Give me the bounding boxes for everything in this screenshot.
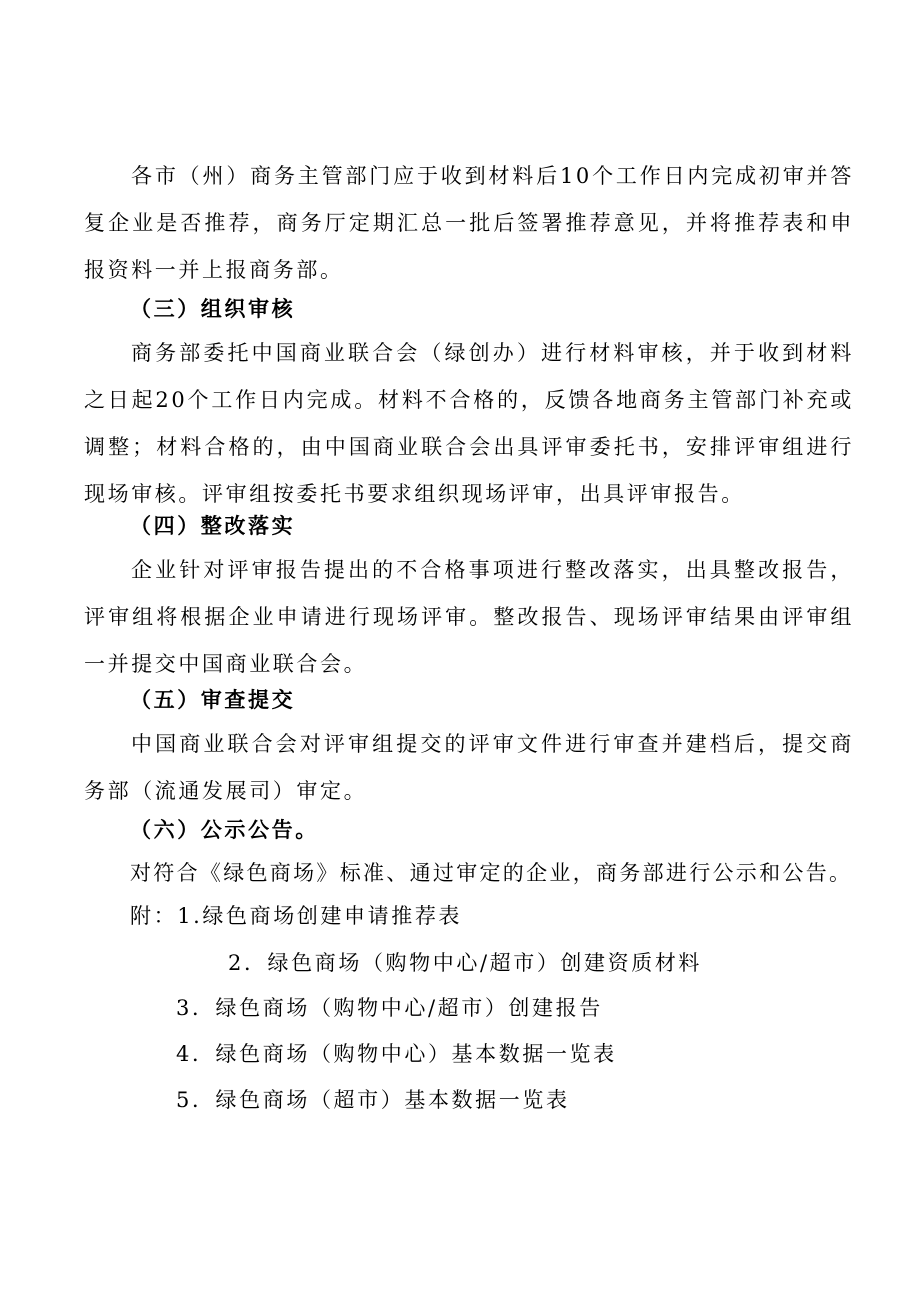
attachment-item-1: 附：1.绿色商场创建申请推荐表	[130, 904, 463, 928]
paragraph-review-submission: 中国商业联合会对评审组提交的评审文件进行审查并建档后，提交商务部（流通发展司）审定。	[84, 732, 854, 803]
paragraph-review-recommendation: 各市（州）商务主管部门应于收到材料后10个工作日内完成初审并答复企业是否推荐，商务厅定期汇总一批后签署推荐意见，并将推荐表和申报资料一并上报商务部。	[84, 164, 854, 282]
attachment-item-2: 2．绿色商场（购物中心/超市）创建资质材料	[228, 951, 703, 975]
section-heading-review-submission: （五）审查提交	[130, 687, 296, 712]
paragraph-rectification: 企业针对评审报告提出的不合格事项进行整改落实，出具整改报告，评审组将根据企业申请进行现场评审。整改报告、现场评审结果由评审组一并提交中国商业联合会。	[84, 558, 854, 676]
section-heading-rectification: （四）整改落实	[130, 513, 296, 538]
paragraph-material-review: 商务部委托中国商业联合会（绿创办）进行材料审核，并于收到材料之日起20个工作日内完成。材料不合格的，反馈各地商务主管部门补充或调整；材料合格的，由中国商业联合会出具评审委托书，安排评审组进行现场审核。评审组按委托书要求组织现场评审，出具评审报告。	[84, 341, 854, 506]
section-heading-organize-review: （三）组织审核	[130, 296, 296, 321]
attachment-item-5: 5．绿色商场（超市）基本数据一览表	[176, 1088, 570, 1112]
paragraph-publicity: 对符合《绿色商场》标准、通过审定的企业，商务部进行公示和公告。	[130, 861, 853, 885]
attachment-item-3: 3．绿色商场（购物中心/超市）创建报告	[176, 996, 603, 1020]
attachment-item-4: 4．绿色商场（购物中心）基本数据一览表	[176, 1042, 617, 1066]
section-heading-publicity: （六）公示公告。	[130, 817, 319, 842]
